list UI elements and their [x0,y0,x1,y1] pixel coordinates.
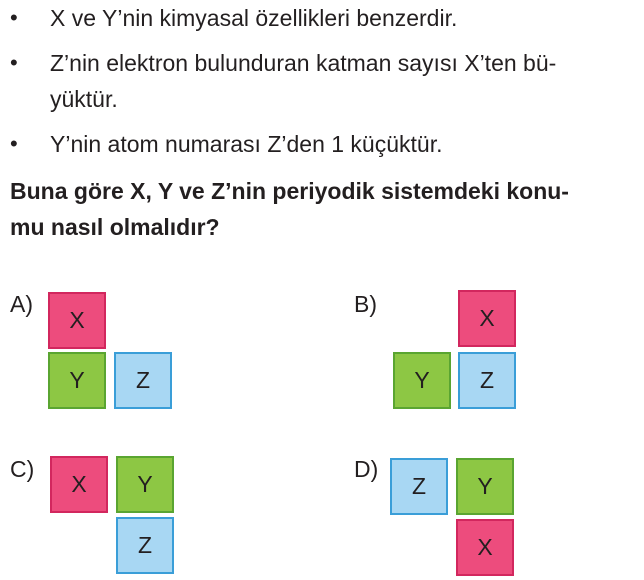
statement-2-text-line-2: yüktür. [50,86,118,112]
statement-2-text-line-1: Z’nin elektron bulunduran katman sayısı X’ten bü- [50,50,557,76]
option-d-label: D) [354,456,379,482]
option-a-cell-z[interactable]: Z [114,352,172,409]
option-c-cell-x[interactable]: X [50,456,108,513]
statement-1-text: X ve Y’nin kimyasal özellikleri benzerdir. [50,5,458,31]
statement-2-bullet: • [10,50,18,75]
option-c-label: C) [10,456,35,482]
option-d-cell-x[interactable]: X [456,519,514,576]
statement-3-bullet: • [10,131,18,156]
question-line-2: mu nasıl olmalıdır? [10,214,220,240]
question-line-1: Buna göre X, Y ve Z’nin periyodik sistemdeki konu- [10,178,569,204]
option-a-cell-x[interactable]: X [48,292,106,349]
option-d-cell-z[interactable]: Z [390,458,448,515]
option-a-cell-y[interactable]: Y [48,352,106,409]
statement-1-bullet: • [10,5,18,30]
option-b-label: B) [354,291,377,317]
option-c-cell-z[interactable]: Z [116,517,174,574]
option-a-label: A) [10,291,33,317]
statement-3-text: Y’nin atom numarası Z’den 1 küçüktür. [50,131,443,157]
option-d-cell-y[interactable]: Y [456,458,514,515]
option-c-cell-y[interactable]: Y [116,456,174,513]
option-b-cell-z[interactable]: Z [458,352,516,409]
option-b-cell-y[interactable]: Y [393,352,451,409]
option-b-cell-x[interactable]: X [458,290,516,347]
